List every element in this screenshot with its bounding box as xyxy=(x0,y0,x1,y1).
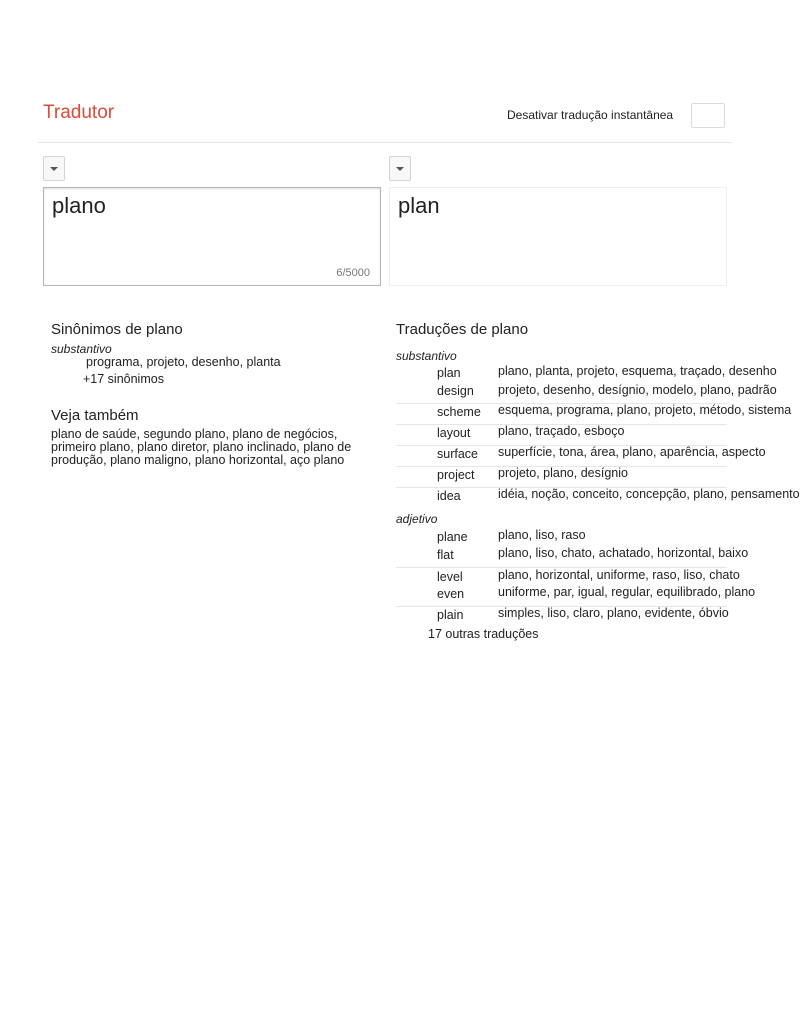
translated-text: plan xyxy=(398,193,440,218)
noun-translations-table xyxy=(396,362,800,508)
table-row[interactable] xyxy=(396,545,749,567)
translation-word: even xyxy=(437,587,465,601)
translation-synonyms: simples, liso, claro, plano, evidente, óbvio xyxy=(498,606,729,620)
translation-word: design xyxy=(437,384,474,398)
translation-synonyms: superfície, tona, área, plano, aparência, aspecto xyxy=(498,445,766,459)
table-row[interactable] xyxy=(396,362,777,382)
table-row[interactable] xyxy=(396,382,777,403)
source-text-input[interactable] xyxy=(43,187,381,286)
translation-synonyms: idéia, noção, conceito, concepção, plano, pensamento xyxy=(498,487,800,501)
see-also-title: Veja também xyxy=(51,407,139,424)
target-language-dropdown[interactable] xyxy=(389,156,411,181)
chevron-down-icon xyxy=(50,167,58,171)
character-count: 6/5000 xyxy=(336,267,370,279)
translation-word: surface xyxy=(437,447,478,461)
translation-output[interactable] xyxy=(389,187,727,286)
translation-word: project xyxy=(437,468,475,482)
source-language-dropdown[interactable] xyxy=(43,156,65,181)
translation-word: scheme xyxy=(437,405,481,419)
translations-adj-label: adjetivo xyxy=(396,512,438,526)
table-row[interactable] xyxy=(396,585,756,606)
table-row[interactable] xyxy=(396,487,800,508)
translation-synonyms: projeto, desenho, desígnio, modelo, plano, padrão xyxy=(498,383,777,397)
synonyms-list[interactable]: programa, projeto, desenho, planta xyxy=(86,355,281,369)
table-row[interactable] xyxy=(396,403,792,424)
adj-translations-table xyxy=(396,526,756,627)
translation-word: flat xyxy=(437,548,454,562)
table-row[interactable] xyxy=(396,424,727,445)
table-row[interactable] xyxy=(396,606,727,627)
translation-synonyms: plano, liso, raso xyxy=(498,528,586,542)
translation-word: layout xyxy=(437,426,471,440)
app-title: Tradutor xyxy=(43,102,115,123)
synonyms-title: Sinônimos de plano xyxy=(51,321,183,338)
header-divider xyxy=(38,142,732,143)
translation-word: level xyxy=(437,570,463,584)
translation-word: plain xyxy=(437,608,464,622)
translations-noun-label: substantivo xyxy=(396,349,457,363)
translations-title: Traduções de plano xyxy=(396,321,529,338)
translation-synonyms: plano, liso, chato, achatado, horizontal, baixo xyxy=(498,546,749,560)
translation-synonyms: projeto, plano, desígnio xyxy=(498,466,628,480)
translation-word: plane xyxy=(437,530,468,544)
translation-synonyms: plano, traçado, esboço xyxy=(498,424,625,438)
more-translations-link[interactable]: 17 outras traduções xyxy=(428,627,539,641)
see-also-list[interactable]: plano de saúde, segundo plano, plano de negócios, primeiro plano, plano diretor, plano inclinado, plano de produção, plano maligno, plano horizontal, aço plano xyxy=(51,427,352,467)
translation-word: plan xyxy=(437,366,461,380)
translation-synonyms: plano, horizontal, uniforme, raso, liso, chato xyxy=(498,568,740,582)
translation-synonyms: plano, planta, projeto, esquema, traçado, desenho xyxy=(498,364,777,378)
translation-synonyms: uniforme, par, igual, regular, equilibrado, plano xyxy=(498,585,756,599)
table-row[interactable] xyxy=(396,567,740,586)
synonyms-pos: substantivo xyxy=(51,342,112,356)
chevron-down-icon xyxy=(396,167,404,171)
more-synonyms-link[interactable]: +17 sinônimos xyxy=(83,372,164,386)
table-row[interactable] xyxy=(396,526,727,545)
table-row[interactable] xyxy=(396,466,727,487)
translation-word: idea xyxy=(437,489,461,503)
table-row[interactable] xyxy=(396,445,766,466)
instant-translation-toggle[interactable] xyxy=(691,103,725,128)
translation-synonyms: esquema, programa, plano, projeto, método, sistema xyxy=(498,403,792,417)
source-text: plano xyxy=(52,193,106,218)
instant-translation-label: Desativar tradução instantânea xyxy=(507,108,674,122)
